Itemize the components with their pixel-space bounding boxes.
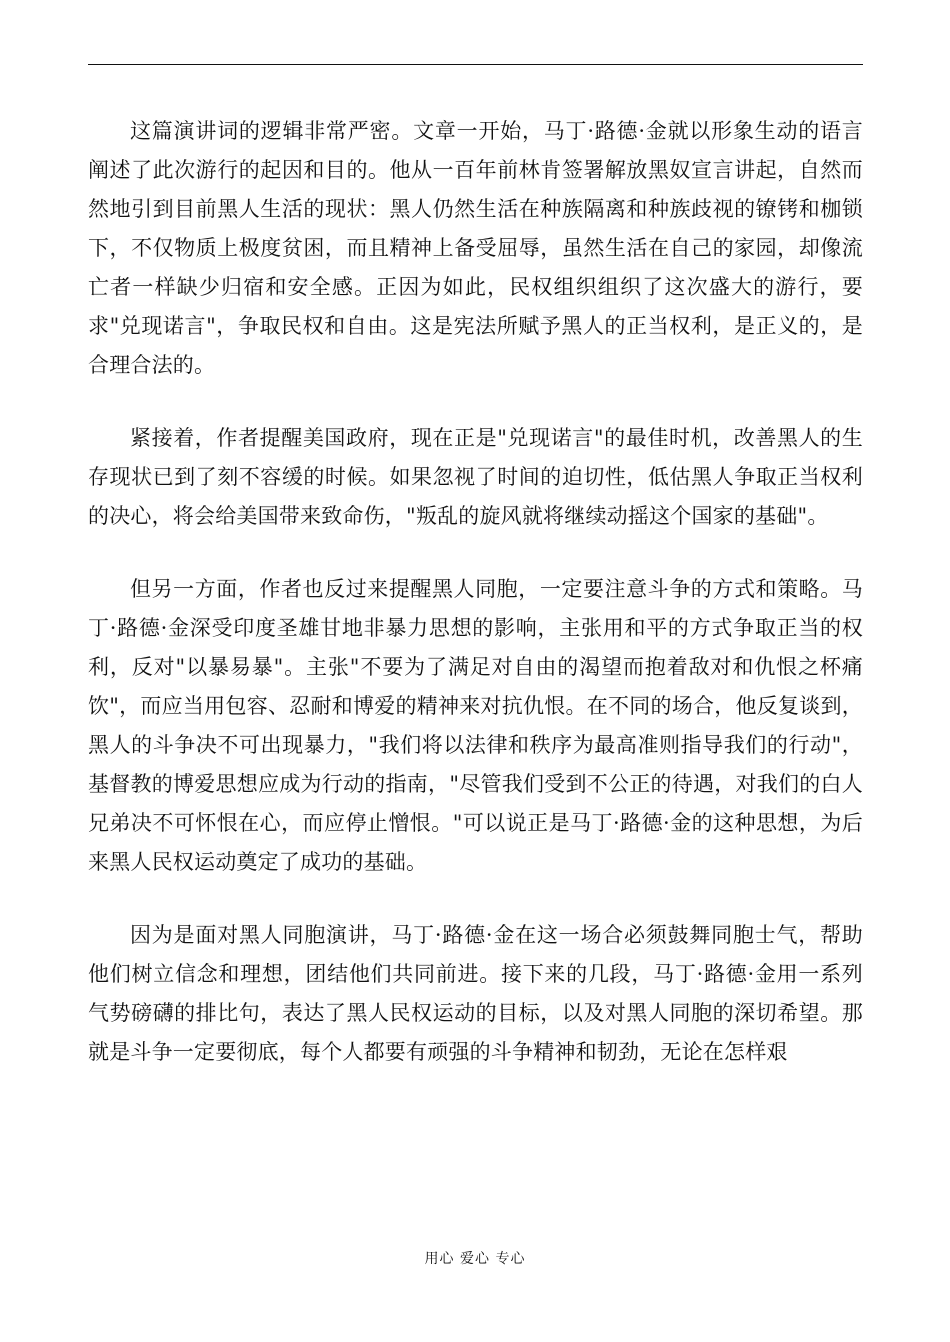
paragraph-1: 这篇演讲词的逻辑非常严密。文章一开始，马丁·路德·金就以形象生动的语言阐述了此次游行的起因和目的。他从一百年前林肯签署解放黑奴宣言讲起，自然而然地引到目前黑人生活的现状：黑人仍然生活在种族隔离和种族歧视的镣铐和枷锁下，不仅物质上极度贫困，而且精神上备受屈辱，虽然生活在自己的家园，却像流亡者一样缺少归宿和安全感。正因为如此，民权组织组织了这次盛大的游行，要求"兑现诺言"，争取民权和自由。这是宪法所赋予黑人的正当权利，是正义的，是合理合法的。	[88, 119, 863, 377]
document-body	[88, 112, 863, 1106]
paragraph-2: 紧接着，作者提醒美国政府，现在正是"兑现诺言"的最佳时机，改善黑人的生存现状已到了刻不容缓的时候。如果忽视了时间的迫切性，低估黑人争取正当权利的决心，将会给美国带来致命伤，"叛乱的旋风就将继续动摇这个国家的基础"。	[88, 426, 863, 528]
page-footer: 用心 爱心 专心	[424, 1251, 526, 1267]
header-rule	[88, 64, 863, 65]
paragraph-4: 因为是面对黑人同胞演讲，马丁·路德·金在这一场合必须鼓舞同胞士气，帮助他们树立信念和理想，团结他们共同前进。接下来的几段，马丁·路德·金用一系列气势磅礴的排比句，表达了黑人民权运动的目标，以及对黑人同胞的深切希望。那就是斗争一定要彻底，每个人都要有顽强的斗争精神和韧劲，无论在怎样艰	[88, 923, 863, 1064]
paragraph-3: 但另一方面，作者也反过来提醒黑人同胞，一定要注意斗争的方式和策略。马丁·路德·金深受印度圣雄甘地非暴力思想的影响，主张用和平的方式争取正当的权利，反对"以暴易暴"。主张"不要为了满足对自由的渴望而抱着敌对和仇恨之杯痛饮"，而应当用包容、忍耐和博爱的精神来对抗仇恨。在不同的场合，他反复谈到，黑人的斗争决不可出现暴力，"我们将以法律和秩序为最高准则指导我们的行动"，基督教的博爱思想应成为行动的指南，"尽管我们受到不公正的待遇，对我们的白人兄弟决不可怀恨在心，而应停止憎恨。"可以说正是马丁·路德·金的这种思想，为后来黑人民权运动奠定了成功的基础。	[88, 577, 863, 874]
